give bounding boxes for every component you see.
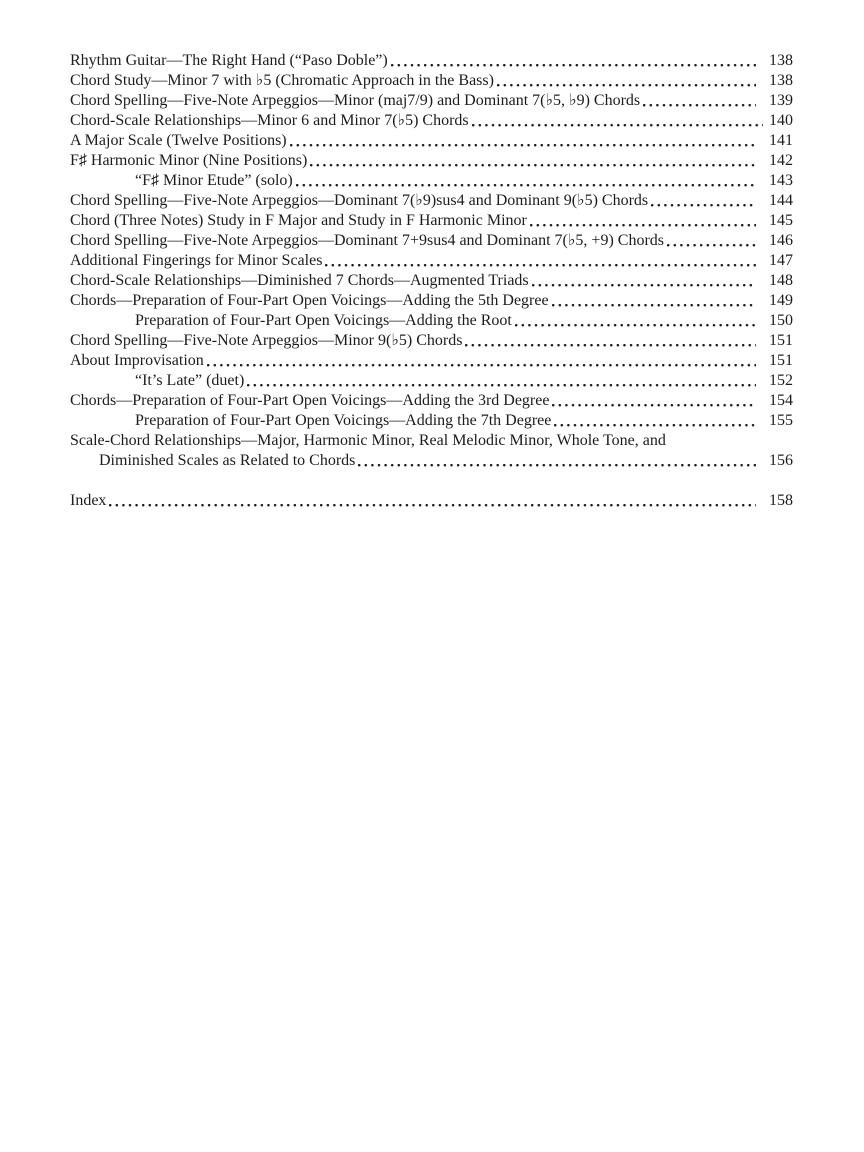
toc-entry-page: 144 <box>769 192 793 209</box>
dot-leader <box>247 371 756 391</box>
toc-entry-title: Chords—Preparation of Four-Part Open Voicings—Adding the 3rd Degree <box>70 392 550 409</box>
dot-leader <box>325 251 756 271</box>
toc-entry-title: Preparation of Four-Part Open Voicings—Adding the Root <box>135 312 512 329</box>
toc-entry <box>70 131 793 151</box>
toc-entry-title: Chord Spelling—Five-Note Arpeggios—Dominant 7(♭9)sus4 and Dominant 9(♭5) Chords <box>70 192 649 209</box>
toc-entry-page: 148 <box>769 272 793 289</box>
toc-entry-page: 149 <box>769 292 793 309</box>
dot-leader <box>530 211 756 231</box>
toc-entry-page: 142 <box>769 152 793 169</box>
table-of-contents <box>70 51 793 511</box>
dot-leader <box>552 391 756 411</box>
toc-entry-page: 150 <box>769 312 793 329</box>
toc-entry-title: “It’s Late” (duet) <box>135 372 245 389</box>
toc-entry <box>70 51 793 71</box>
dot-leader <box>109 491 756 511</box>
toc-entry-title: Preparation of Four-Part Open Voicings—Adding the 7th Degree <box>135 412 552 429</box>
dot-leader <box>290 131 756 151</box>
toc-entry <box>70 391 793 411</box>
toc-entry-page: 154 <box>769 392 793 409</box>
toc-entry-page: 138 <box>769 52 793 69</box>
toc-entry <box>70 151 793 171</box>
toc-entry <box>70 71 793 91</box>
toc-entry-page: 146 <box>769 232 793 249</box>
toc-entry <box>70 371 793 391</box>
toc-entry-title: Scale-Chord Relationships—Major, Harmonic Minor, Real Melodic Minor, Whole Tone, and <box>70 432 666 449</box>
toc-entry-title: “F♯ Minor Etude” (solo) <box>135 172 293 189</box>
toc-entry <box>70 411 793 431</box>
toc-entry-title: Additional Fingerings for Minor Scales <box>70 252 323 269</box>
toc-entry <box>70 211 793 231</box>
toc-entry-title: Chord Spelling—Five-Note Arpeggios—Dominant 7+9sus4 and Dominant 7(♭5, +9) Chords <box>70 232 664 249</box>
dot-leader <box>651 191 756 211</box>
toc-entry-title: About Improvisation <box>70 352 204 369</box>
toc-entry-title: Chord Spelling—Five-Note Arpeggios—Minor (maj7/9) and Dominant 7(♭5, ♭9) Chords <box>70 92 641 109</box>
toc-entry-page: 151 <box>769 332 793 349</box>
toc-entry-page: 155 <box>769 412 793 429</box>
toc-entry <box>70 291 793 311</box>
dot-leader <box>358 451 756 471</box>
toc-entry <box>70 171 793 191</box>
toc-entry-page: 158 <box>769 492 793 509</box>
dot-leader <box>667 231 756 251</box>
toc-entry <box>70 331 793 351</box>
dot-leader <box>532 271 756 291</box>
toc-entry <box>70 251 793 271</box>
toc-entry <box>70 191 793 211</box>
toc-entry <box>70 431 793 451</box>
toc-entry <box>70 111 793 131</box>
toc-entry-title: Index <box>70 492 107 509</box>
toc-entry-page: 151 <box>769 352 793 369</box>
toc-entry-page: 152 <box>769 372 793 389</box>
toc-entry-page: 139 <box>769 92 793 109</box>
toc-entry-title: Chord Spelling—Five-Note Arpeggios—Minor 9(♭5) Chords <box>70 332 463 349</box>
dot-leader <box>552 291 756 311</box>
toc-entry-title: Diminished Scales as Related to Chords <box>99 452 356 469</box>
toc-entry <box>70 351 793 371</box>
dot-leader <box>391 51 756 71</box>
dot-leader <box>554 411 756 431</box>
toc-entry <box>70 311 793 331</box>
toc-entry-page: 156 <box>769 452 793 469</box>
toc-entry-page: 143 <box>769 172 793 189</box>
toc-entry-title: A Major Scale (Twelve Positions) <box>70 132 287 149</box>
dot-leader <box>207 351 756 371</box>
toc-entry-title: Rhythm Guitar—The Right Hand (“Paso Doble”) <box>70 52 388 69</box>
toc-entry-title: F♯ Harmonic Minor (Nine Positions) <box>70 152 308 169</box>
toc-entry-title: Chords—Preparation of Four-Part Open Voicings—Adding the 5th Degree <box>70 292 549 309</box>
dot-leader <box>310 151 756 171</box>
toc-entry-page: 145 <box>769 212 793 229</box>
dot-leader <box>669 431 786 451</box>
dot-leader <box>465 331 756 351</box>
toc-entry-title: Chord-Scale Relationships—Diminished 7 Chords—Augmented Triads <box>70 272 529 289</box>
dot-leader <box>643 91 756 111</box>
toc-entry <box>70 91 793 111</box>
dot-leader <box>515 311 756 331</box>
toc-entry-page: 140 <box>769 112 793 129</box>
toc-entry <box>70 231 793 251</box>
toc-entry-title: Chord (Three Notes) Study in F Major and Study in F Harmonic Minor <box>70 212 527 229</box>
toc-entry-title: Chord-Scale Relationships—Minor 6 and Minor 7(♭5) Chords <box>70 112 469 129</box>
dot-leader <box>296 171 756 191</box>
toc-entry <box>70 271 793 291</box>
dot-leader <box>497 71 756 91</box>
toc-entry <box>70 491 793 511</box>
toc-entry-page: 138 <box>769 72 793 89</box>
toc-entry-title: Chord Study—Minor 7 with ♭5 (Chromatic Approach in the Bass) <box>70 72 494 89</box>
toc-entry-page: 141 <box>769 132 793 149</box>
dot-leader <box>472 111 763 131</box>
toc-entry <box>70 451 793 471</box>
toc-entry-page: 147 <box>769 252 793 269</box>
